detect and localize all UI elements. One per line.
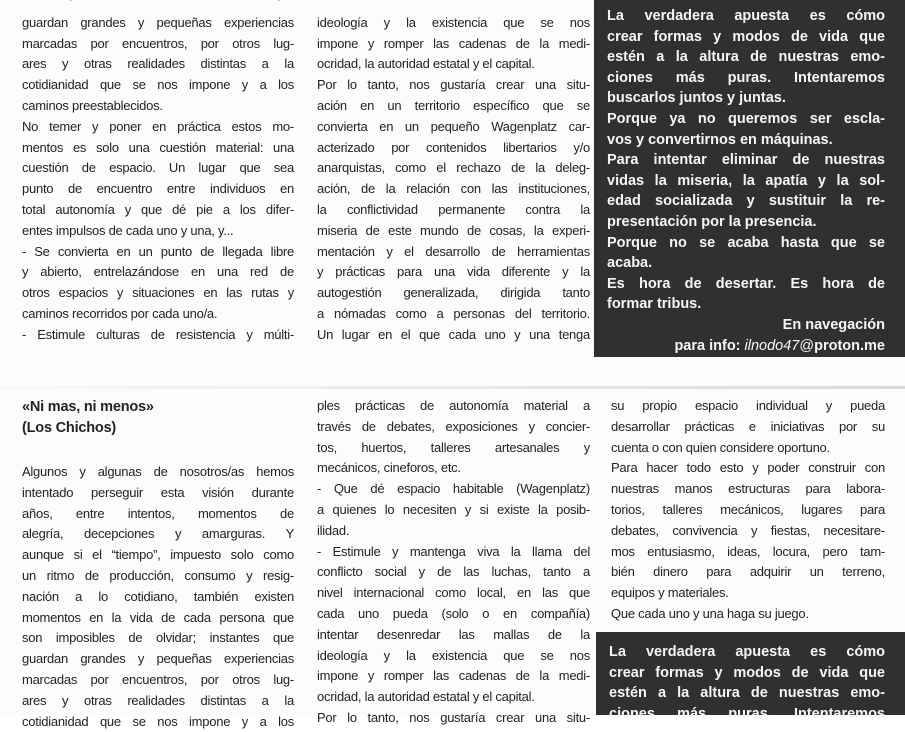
text-line: Un lugar en el que cada uno y una tenga: [317, 326, 590, 342]
text-line: cotidianidad que se nos impone y a los: [22, 713, 294, 729]
heading-song-title: «Ni mas, ni menos»: [22, 399, 154, 415]
text-line: convierta en un pequeño Wagenplatz car-: [317, 118, 590, 134]
email-user: ilnodo47: [744, 337, 800, 354]
text-line: guardan grandes y pequeñas experiencias: [22, 14, 294, 30]
text-line: ciones más puras. Intentaremos: [607, 69, 885, 86]
column-top-middle: [317, 0, 590, 346]
text-line: y abierto, entrelazándose en una red de: [22, 264, 294, 280]
text-line: nación a lo cotidiano, también existen: [22, 588, 294, 604]
text-line: marcadas por encuentros, por otros lug-: [22, 35, 294, 51]
column-bottom-left: [22, 397, 294, 732]
text-line: [22, 0, 294, 5]
text-line: su propio espacio individual y pueda: [611, 398, 885, 413]
text-line: a nómadas como a personas del territorio.: [317, 305, 590, 321]
text-line: ación, de la relación con las instituciones,: [317, 181, 590, 197]
text-line: - Estimule y mantenga viva la llama del: [317, 543, 590, 559]
text-line: aunque si el “tiempo”, impuesto solo como: [22, 547, 294, 563]
text-line: buscarlos juntos y juntas.: [607, 90, 786, 107]
text-line: caminos recorridos por cada uno/a.: [22, 305, 218, 321]
text-line: tos, huertos, talleres artesanales y: [317, 439, 590, 455]
text-line: Algunos y algunas de nosotros/as hemos: [22, 464, 294, 479]
text-line: intentado perseguir esta visión durante: [22, 484, 294, 500]
text-line: acaba.: [607, 255, 653, 272]
text-line: vidas la miseria, la apatía y la sol-: [607, 172, 885, 189]
text-line: guardan grandes y pequeñas experiencias: [22, 651, 294, 667]
text-line: ilidad.: [317, 522, 350, 538]
text-line: través de debates, exposiciones y concier-: [317, 418, 590, 434]
text-line: La verdadera apuesta es cómo: [607, 8, 885, 24]
text-line: cotidianidad que se nos impone y a los: [22, 77, 294, 93]
text-line: ación en un territorio específico que se: [317, 97, 590, 113]
text-line: ideología y la existencia que se nos: [317, 647, 590, 663]
text-line: bién dinero para adquirir un terreno,: [611, 564, 885, 580]
text-line: [607, 336, 885, 357]
manifesto-box-top: [594, 0, 905, 357]
text-line: crear formas y modos de vida que: [607, 28, 885, 45]
text-line: marcadas por encuentros, por otros lug-: [22, 671, 294, 687]
text-line: intentar desenredar las mallas de la: [317, 626, 590, 642]
info-label: para info:: [674, 337, 745, 354]
text-line: Para hacer todo esto y poder construir con: [611, 460, 885, 476]
text-line: la conflictividad permanente contra la: [317, 201, 590, 217]
text-line: impone y romper las cadenas de la medi-: [317, 35, 590, 51]
text-line: impone y romper las cadenas de la medi-: [317, 668, 590, 684]
text-line: punto de encuentro entre individuos en: [22, 181, 294, 197]
text-line: estén a la altura de nuestras emo-: [609, 685, 885, 702]
text-line: cuenta o con quien considere oportuno.: [611, 439, 830, 455]
at-sign: @: [799, 337, 815, 354]
text-line: otros espacios y situaciones en las rutas y: [22, 285, 294, 301]
text-line: ciones más puras. Intentaremos: [609, 705, 885, 722]
text-line: equipos y materiales.: [611, 585, 729, 601]
text-line: años, entre intentos, momentos de: [22, 505, 294, 521]
email-domain: proton.me: [814, 337, 885, 354]
text-line: ares y otras realidades distintas a la: [22, 692, 294, 708]
text-line: mentos es solo una cuestión material: una: [22, 139, 294, 155]
text-line: - Que dé espacio habitable (Wagenplatz): [317, 481, 590, 497]
text-line: Porque no se acaba hasta que se: [607, 234, 885, 251]
text-line: alegría, decepciones y amarguras. Y: [22, 526, 294, 542]
text-line: Para intentar eliminar de nuestras: [607, 152, 885, 169]
text-line: son imposibles de olvidar; instantes que: [22, 630, 294, 646]
text-line: anarquistas, como el rechazo de la deleg-: [317, 160, 590, 176]
text-line: La verdadera apuesta es cómo: [609, 644, 885, 660]
text-line: acterizado por contenidos libertarios y/o: [317, 139, 590, 155]
text-line: estén a la altura de nuestras emo-: [607, 49, 885, 66]
text-line: crear formas y modos de vida que: [609, 664, 885, 681]
column-bottom-middle: [317, 396, 590, 729]
text-line: - Estimule culturas de resistencia y múlti-: [22, 326, 294, 342]
text-line: edad socializada y sustituir la re-: [607, 193, 885, 210]
text-line: presentación por la presencia.: [607, 213, 817, 230]
text-line: entes impulsos de cada uno y una, y...: [22, 222, 234, 238]
text-line: No temer y poner en práctica estos mo-: [22, 118, 294, 134]
text-line: [317, 0, 590, 5]
text-line: momentos en la vida de cada persona que: [22, 609, 294, 625]
scan-fold-artifact: [0, 386, 905, 389]
text-line: mecánicos, cineforos, etc.: [317, 460, 461, 476]
text-line: un ritmo de producción, consumo y resig-: [22, 567, 294, 583]
text-line: ideología y la existencia que se nos: [317, 14, 590, 30]
section-heading: [22, 397, 294, 439]
text-line: autogestión generalizada, dirigida tanto: [317, 285, 590, 301]
text-line: mentación y el desarrollo de herramientas: [317, 243, 590, 259]
text-line: Que cada uno y una haga su juego.: [611, 605, 809, 621]
column-bottom-right: [611, 396, 885, 625]
text-line: total autonomía y que dé pie a los difer-: [22, 201, 294, 217]
text-line: cada uno pueda (solo o en compañía): [317, 605, 590, 621]
text-line: ocridad, la autoridad estatal y el capital.: [317, 689, 535, 705]
text-line: En navegación: [782, 316, 885, 333]
text-line: Porque ya no queremos ser escla-: [607, 110, 885, 127]
column-bottom-left-text: [22, 462, 294, 732]
text-line: conflicto social y de las luchas, tanto a: [317, 564, 590, 580]
text-line: nivel internacional como local, en las que: [317, 585, 590, 601]
text-line: caminos preestablecidos.: [22, 97, 163, 113]
text-line: cuestión de espacio. Un lugar que sea: [22, 160, 294, 176]
text-line: Es hora de desertar. Es hora de: [607, 275, 885, 292]
text-line: Por lo tanto, nos gustaría crear una situ-: [317, 77, 590, 93]
text-line: ples prácticas de autonomía material a: [317, 398, 590, 413]
text-line: a quienes lo necesiten y si existe la posib-: [317, 501, 590, 517]
text-line: debates, convivencia y fiestas, necesitare-: [611, 522, 885, 538]
text-line: y prácticas para una vida diferente y la: [317, 264, 590, 280]
text-line: miseria de este mundo de cosas, la experi-: [317, 222, 590, 238]
text-line: desarrollar prácticas e iniciativas por su: [611, 418, 885, 434]
text-line: - Se convierta en un punto de llegada libre: [22, 243, 294, 259]
column-top-left: [22, 0, 294, 346]
text-line: Por lo tanto, nos gustaría crear una situ-: [317, 709, 590, 725]
heading-song-artist: (Los Chichos): [22, 420, 117, 436]
text-line: ares y otras realidades distintas a la: [22, 56, 294, 72]
text-line: vos y convertirnos en máquinas.: [607, 131, 833, 148]
manifesto-box-bottom: [596, 632, 905, 722]
text-line: ocridad, la autoridad estatal y el capital.: [317, 56, 535, 72]
text-line: formar tribus.: [607, 296, 702, 313]
text-line: torios, talleres mecánicos, lugares para: [611, 501, 885, 517]
text-line: nuestras manos estructuras para labora-: [611, 481, 885, 497]
text-line: mos entusiasmo, ideas, locura, pero tam-: [611, 543, 885, 559]
